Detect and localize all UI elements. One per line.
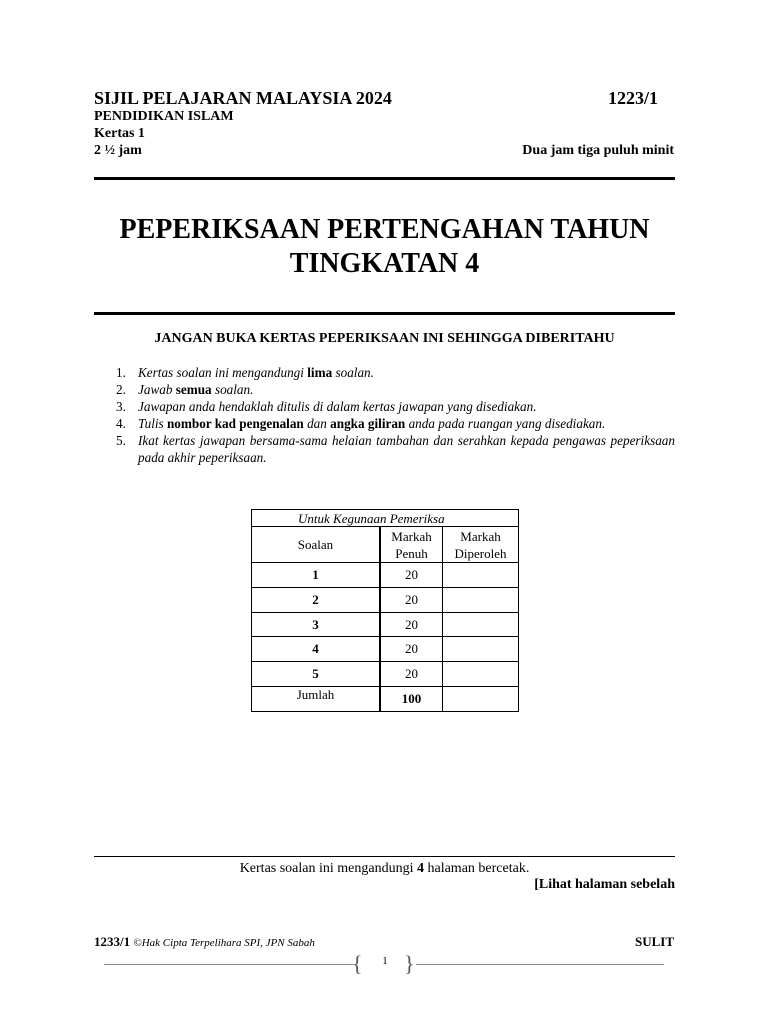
full-marks: 20: [380, 637, 443, 662]
instruction-text: dan: [303, 416, 331, 431]
marks-obtained-cell: [443, 662, 519, 687]
full-marks: 20: [380, 662, 443, 687]
marks-obtained-cell: [443, 563, 519, 588]
column-header-full-marks: Markah Penuh: [380, 527, 443, 563]
column-header-marks-obtained: Markah Diperoleh: [443, 527, 519, 563]
question-number: 4: [252, 637, 381, 662]
examiner-marks-table: [251, 509, 519, 712]
table-row-total: [252, 687, 519, 712]
footer-code: 1233/1: [94, 934, 131, 949]
item-number: 3.: [116, 399, 126, 414]
question-number: 3: [252, 613, 381, 637]
instruction-text: soalan.: [332, 365, 374, 380]
paper-code: 1223/1: [607, 88, 658, 108]
item-number: 5.: [116, 433, 126, 448]
footer-divider: [94, 856, 675, 857]
page-number-rule-left: [104, 964, 354, 965]
instruction-emphasis: nombor kad pengenalan: [166, 416, 304, 431]
list-item: [94, 381, 675, 398]
instruction-text: Kertas soalan ini mengandungi: [138, 365, 308, 380]
table-row: [252, 662, 519, 687]
marks-obtained-cell: [443, 613, 519, 637]
full-marks: 20: [380, 563, 443, 588]
table-row: [252, 637, 519, 662]
right-brace-icon: }: [404, 951, 415, 976]
list-item: [94, 415, 675, 432]
warning-notice: JANGAN BUKA KERTAS PEPERIKSAAN INI SEHINGGA DIBERITAHU: [154, 331, 615, 346]
page-title: [94, 213, 675, 281]
column-header-question: Soalan: [252, 527, 381, 563]
duration-words: Dua jam tiga puluh minit: [522, 143, 674, 158]
total-value: 100: [380, 687, 443, 712]
item-number: 2.: [116, 382, 126, 397]
page-count-text: halaman bercetak.: [423, 861, 530, 876]
instruction-text: Tulis: [138, 416, 167, 431]
page-count-number: 4: [416, 861, 424, 876]
table-row: [252, 613, 519, 637]
page-number: 1: [382, 955, 388, 967]
question-number: 2: [252, 588, 381, 613]
page-number-rule-right: [416, 964, 664, 965]
full-marks: 20: [380, 588, 443, 613]
question-number: 5: [252, 662, 381, 687]
subject-name: PENDIDIKAN ISLAM: [94, 109, 234, 124]
total-obtained-cell: [443, 687, 519, 712]
instruction-emphasis: angka giliran: [330, 416, 406, 431]
list-item: [94, 364, 675, 381]
classification-label: SULIT: [634, 934, 674, 949]
question-number: 1: [252, 563, 381, 588]
instruction-text: Ikat kertas jawapan bersama-sama helaian tambahan dan serahkan kepada pengawas peperiksaan pada akhir peperiksaan.: [138, 433, 675, 465]
total-label: Jumlah: [252, 687, 381, 712]
footer-copyright-line: [94, 934, 315, 950]
table-row: [252, 588, 519, 613]
list-item: [94, 398, 675, 415]
see-next-page: [Lihat halaman sebelah: [534, 877, 675, 892]
marks-obtained-cell: [443, 588, 519, 613]
paper-number: Kertas 1: [94, 126, 145, 141]
instruction-text: Jawapan anda hendaklah ditulis di dalam kertas jawapan yang disediakan.: [138, 399, 537, 414]
table-caption: Untuk Kegunaan Pemeriksa: [252, 510, 519, 527]
instruction-emphasis: lima: [307, 365, 333, 380]
duration: 2 ½ jam: [94, 143, 142, 158]
instructions-list: [94, 364, 675, 466]
page-count-text: Kertas soalan ini mengandungi: [239, 861, 417, 876]
table-row: [252, 563, 519, 588]
instruction-text: Jawab: [138, 382, 176, 397]
instruction-text: soalan.: [211, 382, 254, 397]
item-number: 4.: [116, 416, 126, 431]
title-line-1: PEPERIKSAAN PERTENGAHAN TAHUN: [119, 214, 650, 245]
title-divider: [94, 312, 675, 315]
marks-obtained-cell: [443, 637, 519, 662]
title-line-2: TINGKATAN 4: [289, 248, 480, 279]
full-marks: 20: [380, 613, 443, 637]
item-number: 1.: [116, 365, 126, 380]
instruction-text: anda pada ruangan yang disediakan.: [405, 416, 606, 431]
copyright-notice: ©Hak Cipta Terpelihara SPI, JPN Sabah: [133, 937, 315, 949]
list-item: [94, 432, 675, 466]
left-brace-icon: {: [352, 951, 363, 976]
header-divider: [94, 177, 675, 180]
instruction-emphasis: semua: [175, 382, 212, 397]
page-count-note: [94, 861, 675, 877]
exam-body-heading: SIJIL PELAJARAN MALAYSIA 2024: [94, 88, 392, 108]
